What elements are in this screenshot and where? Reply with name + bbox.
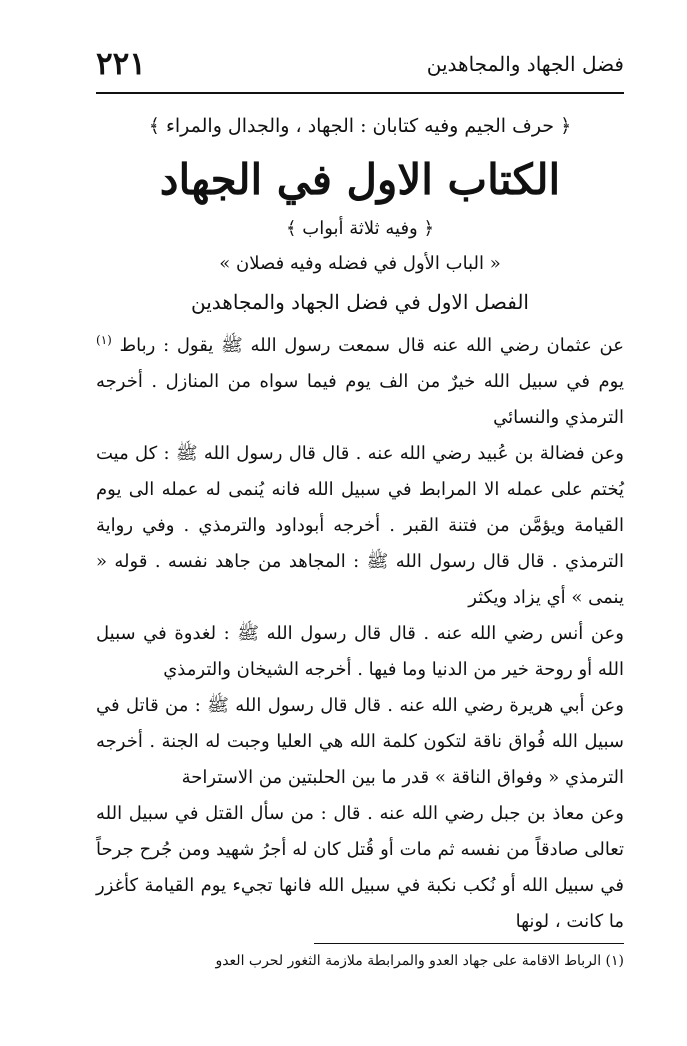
hadith-text: يوم في سبيل الله خيرٌ من الف يوم فيما سواه من المنازل . أخرجه الترمذي والنسائي: [96, 371, 624, 428]
book-note: ﴿ وفيه ثلاثة أبواب ﴾: [285, 218, 435, 239]
chapter-heading: « الباب الأول في فضله وفيه فصلان »: [219, 253, 501, 274]
page-header: [96, 40, 624, 88]
footnote: (١) الرباط الاقامة على جهاد العدو والمرابطة ملازمة الثغور لحرب العدو: [215, 953, 624, 969]
hadith-paragraph: وعن فضالة بن عُبيد رضي الله عنه . قال قال رسول الله ﷺ : كل ميت يُختم على عمله الا المرابط في سبيل الله فانه يُنمى له عمله الى يوم القيامة ويؤمَّن من فتنة القبر . أخرجه أبوداود والترمذي . وفي رواية الترمذي . قال قال رسول الله ﷺ : المجاهد من جاهد نفسه . قوله « ينمى » أي يزاد ويكثر: [96, 443, 624, 608]
page-number: ٢٢١: [96, 46, 146, 82]
section-title: الفصل الاول في فضل الجهاد والمجاهدين: [191, 290, 529, 314]
hadith-paragraph: [96, 322, 624, 436]
footnote-rule: [314, 943, 624, 944]
hadith-paragraph: وعن أبي هريرة رضي الله عنه . قال قال رسول الله ﷺ : من قاتل في سبيل الله فُواق ناقة لتكون كلمة الله هي العليا وجبت له الجنة . أخرجه الترمذي « وفواق الناقة » قدر ما بين الحلبتين من الاستراحة: [96, 695, 624, 788]
hadith-paragraph: وعن معاذ بن جبل رضي الله عنه . قال : من سأل القتل في سبيل الله تعالى صادقاً من نفسه ثم مات أو قُتل كان له أجرُ شهيد ومن جُرح جرحاً في سبيل الله أو نُكب نكبة في سبيل الله فانها تجيء يوم القيامة كأغزر ما كانت ، لونها: [96, 803, 625, 932]
hadith-text: عن عثمان رضي الله عنه قال سمعت رسول الله ﷺ يقول : رباط: [119, 335, 624, 356]
letter-heading: ﴿ حرف الجيم وفيه كتابان : الجهاد ، والجدال والمراء ﴾: [148, 115, 572, 137]
footnote-reference: (١): [96, 333, 112, 347]
book-title: الكتاب الاول في الجهاد: [159, 155, 561, 204]
hadith-paragraph: وعن أنس رضي الله عنه . قال قال رسول الله ﷺ : لغدوة في سبيل الله أو روحة خير من الدنيا وما فيها . أخرجه الشيخان والترمذي: [96, 623, 624, 680]
running-title: فضل الجهاد والمجاهدين: [426, 52, 624, 76]
header-rule: [96, 92, 624, 94]
page-body: [96, 102, 624, 940]
